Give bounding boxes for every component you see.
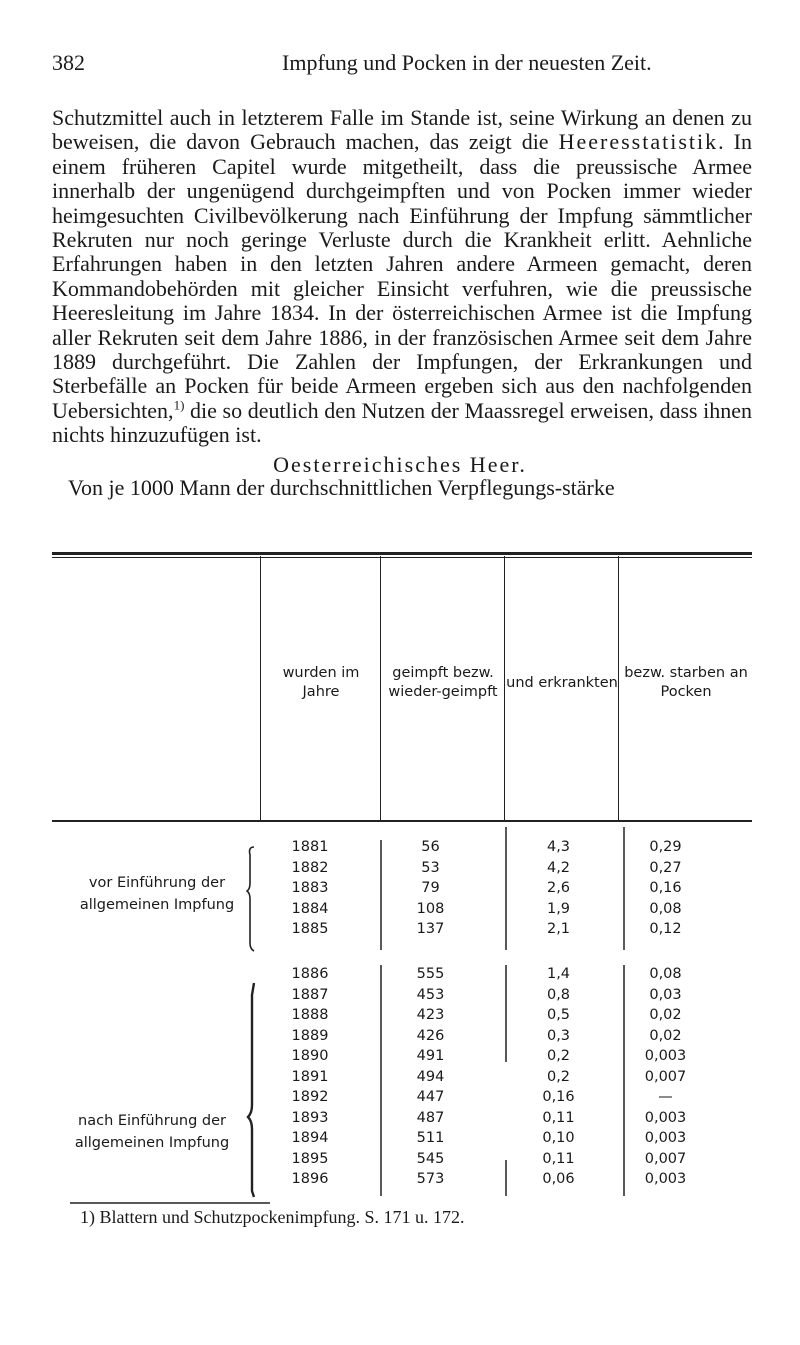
- cell-year: 1893: [291, 1109, 329, 1126]
- cell-died: 0,02: [649, 1027, 682, 1044]
- cell-ill: 2,1: [546, 921, 571, 938]
- cell-vaccinated: 494: [416, 1068, 445, 1085]
- cell-ill: 0,5: [546, 1007, 571, 1023]
- cell-vaccinated: 426: [416, 1027, 445, 1044]
- cell-year: 1891: [291, 1068, 329, 1085]
- cell-died: 0,007: [644, 1068, 687, 1085]
- cell-died: 0,08: [649, 966, 682, 982]
- cell-ill: 0,8: [546, 986, 571, 1003]
- cell-year: 1886: [291, 966, 329, 982]
- cell-year: 1882: [291, 859, 329, 876]
- cell-year: 1895: [291, 1150, 329, 1167]
- cell-died: 0,08: [649, 900, 682, 917]
- cell-year: 1890: [291, 1048, 329, 1064]
- cell-vaccinated: 79: [421, 880, 440, 897]
- header-ill: und erkrankten: [506, 674, 618, 691]
- footnote-reference: 1): [173, 397, 185, 413]
- cell-vaccinated: 447: [416, 1089, 445, 1105]
- cell-ill: 0,3: [546, 1027, 571, 1044]
- cell-vaccinated: 53: [421, 859, 440, 876]
- cell-died: 0,12: [649, 921, 682, 938]
- cell-ill: 2,6: [546, 880, 571, 897]
- cell-ill: 0,10: [542, 1130, 575, 1146]
- group-label-before: vor Einführung der allgemeinen Impfung: [79, 875, 235, 913]
- cell-died: 0,007: [644, 1150, 687, 1167]
- cell-vaccinated: 137: [416, 921, 445, 938]
- cell-vaccinated: 573: [416, 1171, 445, 1187]
- cell-year: 1884: [291, 900, 329, 917]
- group-label-after: nach Einführung der allgemeinen Impfung: [74, 1113, 230, 1151]
- cell-died: 0,29: [649, 839, 682, 855]
- cell-vaccinated: 491: [416, 1048, 445, 1064]
- cell-vaccinated: 108: [416, 900, 445, 917]
- cell-ill: 0,11: [542, 1109, 575, 1126]
- cell-died: 0,02: [649, 1007, 682, 1023]
- header-vaccinated: geimpft bezw. wieder-geimpft: [388, 665, 498, 700]
- body-text-part3: die so deutlich den Nutzen der Maassregel erweisen, dass ihnen nichts hinzuzufügen ist.: [52, 397, 752, 448]
- cell-ill: 0,11: [542, 1150, 575, 1167]
- cell-died: 0,16: [649, 880, 682, 897]
- cell-vaccinated: 56: [421, 839, 440, 855]
- cell-ill: 4,2: [546, 859, 571, 876]
- cell-year: 1889: [291, 1027, 329, 1044]
- cell-vaccinated: 453: [416, 986, 445, 1003]
- cell-vaccinated: 487: [416, 1109, 445, 1126]
- page-number: 382: [52, 50, 85, 75]
- cell-year: 1888: [291, 1007, 329, 1023]
- cell-year: 1887: [291, 986, 329, 1003]
- body-text-part2: . In einem früheren Capitel wurde mitgetheilt, dass die preussische Armee innerhalb der ungenügend durchgeimpften und von Pocken immer wieder heimgesuchten Civilbevölkerung nach Einführung der Impfung sämmtlicher Rekruten nur noch geringe Verluste durch die Krankheit erlitt. Aehnliche Erfahrungen haben in den letzten Jahren andere Armeen gemacht, deren Kommandobehörden mit gleicher Einsicht verfuhren, wie die preussische Heeresleitung im Jahre 1834. In der österreichischen Armee ist die Impfung aller Rekruten seit dem Jahre 1886, in der französischen Armee seit dem Jahre 1889 durchgeführt. Die Zahlen der Impfungen, der Erkrankungen und Sterbefälle an Pocken für beide Armeen ergeben sich aus den nachfolgenden Uebersichten,: [52, 129, 752, 423]
- cell-vaccinated: 423: [416, 1007, 445, 1023]
- cell-died: 0,003: [644, 1109, 687, 1126]
- section-title: Oesterreichisches Heer.: [273, 452, 527, 477]
- cell-year: 1896: [291, 1171, 329, 1187]
- cell-died: 0,003: [644, 1130, 687, 1146]
- cell-ill: 1,9: [546, 900, 571, 917]
- cell-died: 0,003: [644, 1048, 687, 1064]
- cell-ill: 0,16: [542, 1089, 575, 1105]
- cell-year: 1883: [291, 880, 329, 897]
- cell-year: 1894: [291, 1130, 329, 1146]
- cell-died: 0,27: [649, 859, 682, 876]
- cell-ill: 0,2: [546, 1048, 571, 1064]
- header-year: wurden im Jahre: [282, 665, 360, 700]
- footnote: 1) Blattern und Schutzpockenimpfung. S. 171 u. 172.: [80, 1207, 465, 1227]
- cell-year: 1892: [291, 1089, 329, 1105]
- cell-vaccinated: 511: [416, 1130, 445, 1146]
- cell-year: 1881: [291, 839, 329, 855]
- cell-ill: 0,06: [542, 1171, 575, 1187]
- cell-died: 0,003: [644, 1171, 687, 1187]
- header-died: bezw. starben an Pocken: [624, 665, 748, 700]
- running-title: Impfung und Pocken in der neuesten Zeit.: [282, 50, 652, 75]
- cell-vaccinated: 555: [416, 966, 445, 982]
- table-subtitle: Von je 1000 Mann der durchschnittlichen Verpflegungs-stärke: [68, 475, 615, 500]
- cell-ill: 0,2: [546, 1068, 571, 1085]
- cell-died: —: [658, 1089, 673, 1105]
- cell-vaccinated: 545: [416, 1150, 445, 1167]
- cell-ill: 4,3: [546, 839, 571, 855]
- cell-year: 1885: [291, 921, 329, 938]
- body-text-part1: Schutzmittel auch in letzterem Falle im Stande ist, seine Wirkung an denen zu beweisen, die davon Gebrauch machen, das zeigt die: [52, 105, 752, 155]
- cell-ill: 1,4: [546, 966, 571, 982]
- body-emphasis: Heeresstatistik: [558, 129, 719, 155]
- cell-died: 0,03: [649, 986, 682, 1003]
